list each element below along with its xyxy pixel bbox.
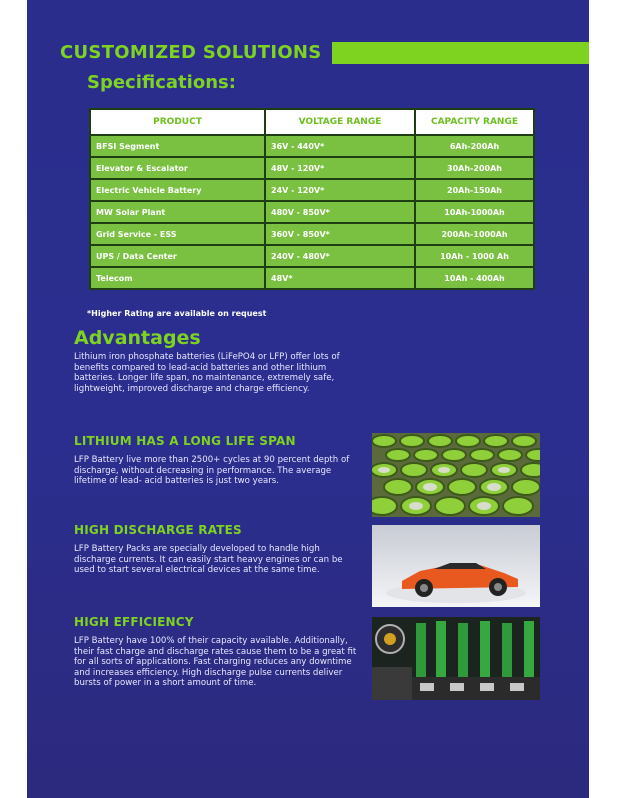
table-row xyxy=(90,223,534,245)
page-title: CUSTOMIZED SOLUTIONS xyxy=(60,42,322,63)
table-row xyxy=(90,201,534,223)
title-accent-bar xyxy=(332,42,589,64)
voltage-cell: 240V - 480V* xyxy=(265,245,415,267)
voltage-cell: 480V - 850V* xyxy=(265,201,415,223)
battery-cells-image xyxy=(372,433,540,517)
table-row xyxy=(90,179,534,201)
section-body-discharge: LFP Battery Packs are specially developed to handle high discharge currents. It can easily start heavy engines or can be used to start several electrical devices at the same time. xyxy=(74,544,343,576)
voltage-cell: 24V - 120V* xyxy=(265,179,415,201)
product-cell: UPS / Data Center xyxy=(90,245,265,267)
column-header-voltage: VOLTAGE RANGE xyxy=(265,109,415,135)
product-cell: BFSI Segment xyxy=(90,135,265,157)
product-cell: Telecom xyxy=(90,267,265,289)
column-header-capacity: CAPACITY RANGE xyxy=(415,109,534,135)
capacity-cell: 10Ah-1000Ah xyxy=(415,201,534,223)
section-title-efficiency: HIGH EFFICIENCY xyxy=(74,615,194,629)
advantages-paragraph: Lithium iron phosphate batteries (LiFePO4 or LFP) offer lots of benefits compared to lead-acid batteries and other lithium batteries. Longer life span, no maintenance, extremely safe, lightweight, improved discharge and charge efficiency. xyxy=(74,352,340,394)
capacity-cell: 6Ah-200Ah xyxy=(415,135,534,157)
product-cell: MW Solar Plant xyxy=(90,201,265,223)
table-row xyxy=(90,245,534,267)
capacity-cell: 200Ah-1000Ah xyxy=(415,223,534,245)
table-footnote: *Higher Rating are available on request xyxy=(87,309,267,318)
specifications-heading: Specifications: xyxy=(87,72,236,93)
product-cell: Elevator & Escalator xyxy=(90,157,265,179)
battery-charger-image xyxy=(372,617,540,700)
voltage-cell: 48V - 120V* xyxy=(265,157,415,179)
capacity-cell: 10Ah - 1000 Ah xyxy=(415,245,534,267)
table-row xyxy=(90,267,534,289)
capacity-cell: 30Ah-200Ah xyxy=(415,157,534,179)
advantages-heading: Advantages xyxy=(74,327,201,349)
table-header-row xyxy=(90,109,534,135)
voltage-cell: 48V* xyxy=(265,267,415,289)
section-title-discharge: HIGH DISCHARGE RATES xyxy=(74,523,242,537)
table-row xyxy=(90,135,534,157)
product-cell: Grid Service - ESS xyxy=(90,223,265,245)
capacity-cell: 20Ah-150Ah xyxy=(415,179,534,201)
column-header-product: PRODUCT xyxy=(90,109,265,135)
product-cell: Electric Vehicle Battery xyxy=(90,179,265,201)
section-body-efficiency: LFP Battery have 100% of their capacity available. Additionally, their fast charge and discharge rates cause them to be a great fit for all sorts of applications. Fast charging reduces any downtime and increases efficiency. High discharge pulse currents deliver bursts of power in a short amount of time. xyxy=(74,636,357,689)
section-body-life-span: LFP Battery live more than 2500+ cycles at 90 percent depth of discharge, without decreasing in performance. The average lifetime of lead- acid batteries is just two years. xyxy=(74,455,350,487)
voltage-cell: 36V - 440V* xyxy=(265,135,415,157)
capacity-cell: 10Ah - 400Ah xyxy=(415,267,534,289)
table-row xyxy=(90,157,534,179)
brochure-page xyxy=(27,0,589,798)
section-title-life-span: LITHIUM HAS A LONG LIFE SPAN xyxy=(74,434,296,448)
voltage-cell: 360V - 850V* xyxy=(265,223,415,245)
sports-car-image xyxy=(372,525,540,607)
specifications-table xyxy=(89,108,535,290)
